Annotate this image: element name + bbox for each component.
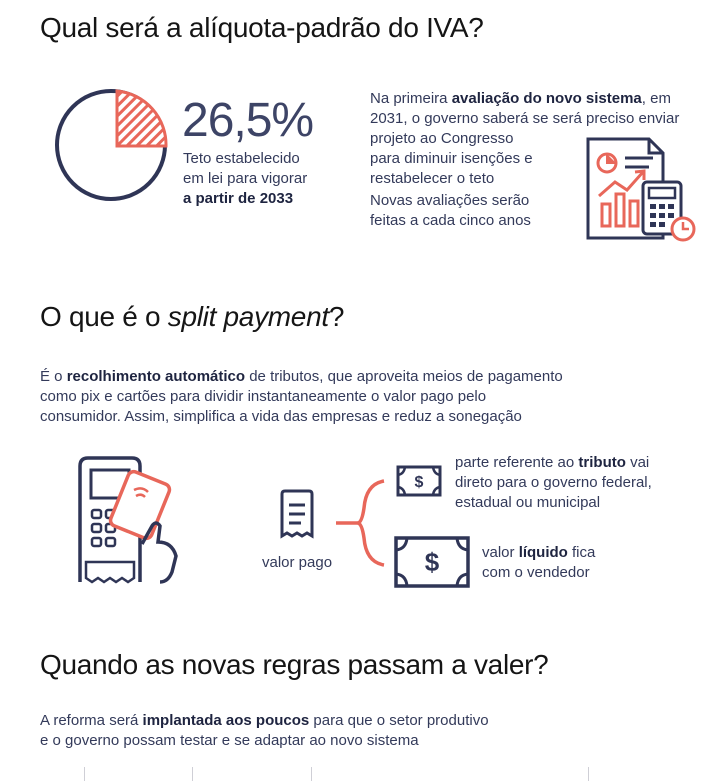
liquido-bold: líquido: [518, 544, 568, 561]
banknote-small-icon: [396, 465, 442, 497]
reform-desc-bold: implantada aos poucos: [142, 712, 310, 729]
tributo-bold: tributo: [578, 454, 626, 471]
tributo-pre: parte referente ao: [455, 454, 579, 471]
liquido-line1-post: fica: [567, 544, 596, 561]
pie-chart-icon: [54, 88, 169, 203]
timeline-tick: [192, 767, 193, 781]
eval-line1-post: , em: [641, 90, 671, 107]
section1-title: Qual será a alíquota-padrão do IVA?: [40, 12, 484, 43]
split-desc-bold: recolhimento automático: [66, 368, 246, 385]
eval-line7: feitas a cada cinco anos: [370, 212, 531, 229]
liquido-pre: valor: [482, 544, 519, 561]
reform-desc-pre: A reforma será: [40, 712, 143, 729]
tributo-line2: direto para o governo federal,: [455, 474, 652, 491]
section2-title-post: ?: [328, 301, 345, 332]
timeline-tick: [84, 767, 85, 781]
eval-pre: Na primeira: [370, 90, 452, 107]
split-desc-line3: consumidor. Assim, simplifica a vida das empresas e reduz a sonegação: [40, 408, 522, 425]
valor-pago-label: valor pago: [262, 554, 333, 571]
split-desc-pre: É o: [40, 368, 67, 385]
rate-description: [183, 149, 307, 209]
reform-desc-line1-post: para que o setor produtivo: [309, 712, 489, 729]
rate-desc-line2: em lei para vigorar: [183, 170, 308, 187]
card-machine-icon: [64, 452, 204, 587]
split-desc-line2: como pix e cartões para dividir instantaneamente o valor pago pelo: [40, 388, 487, 405]
section2-title: [40, 301, 344, 333]
rate-desc-bold: a partir de 2033: [183, 190, 294, 207]
eval-line4: para diminuir isenções e: [370, 150, 533, 167]
timeline-tick: [588, 767, 589, 781]
liquido-line2: com o vendedor: [482, 564, 590, 581]
tributo-line3: estadual ou municipal: [455, 494, 601, 511]
tributo-line1-post: vai: [625, 454, 650, 471]
svg-text:$: $: [424, 547, 440, 577]
eval-bold: avaliação do novo sistema: [451, 90, 642, 107]
split-desc-line1-post: de tributos, que aproveita meios de pagamento: [245, 368, 563, 385]
eval-line5: restabelecer o teto: [370, 170, 495, 187]
rate-value: 26,5%: [182, 94, 314, 147]
split-payment-description: [40, 367, 680, 427]
reform-description: [40, 711, 680, 751]
reform-desc-line2: e o governo possam testar e se adaptar ao novo sistema: [40, 732, 419, 749]
eval-line2: 2031, o governo saberá se será preciso enviar: [370, 110, 680, 127]
svg-text:$: $: [414, 474, 424, 491]
liquido-text: [482, 543, 702, 583]
timeline-tick: [311, 767, 312, 781]
section2-title-pre: O que é o: [40, 301, 168, 332]
report-calculator-icon: [583, 136, 698, 244]
eval-line3: projeto ao Congresso: [370, 130, 514, 147]
split-bracket: [356, 478, 386, 568]
section2-title-italic: split payment: [167, 301, 329, 332]
eval-line6: Novas avaliações serão: [370, 192, 530, 209]
section3-title: Quando as novas regras passam a valer?: [40, 649, 549, 680]
tributo-text: [455, 453, 715, 513]
rate-desc-line1: Teto estabelecido: [183, 150, 300, 167]
banknote-large-icon: [394, 536, 470, 588]
